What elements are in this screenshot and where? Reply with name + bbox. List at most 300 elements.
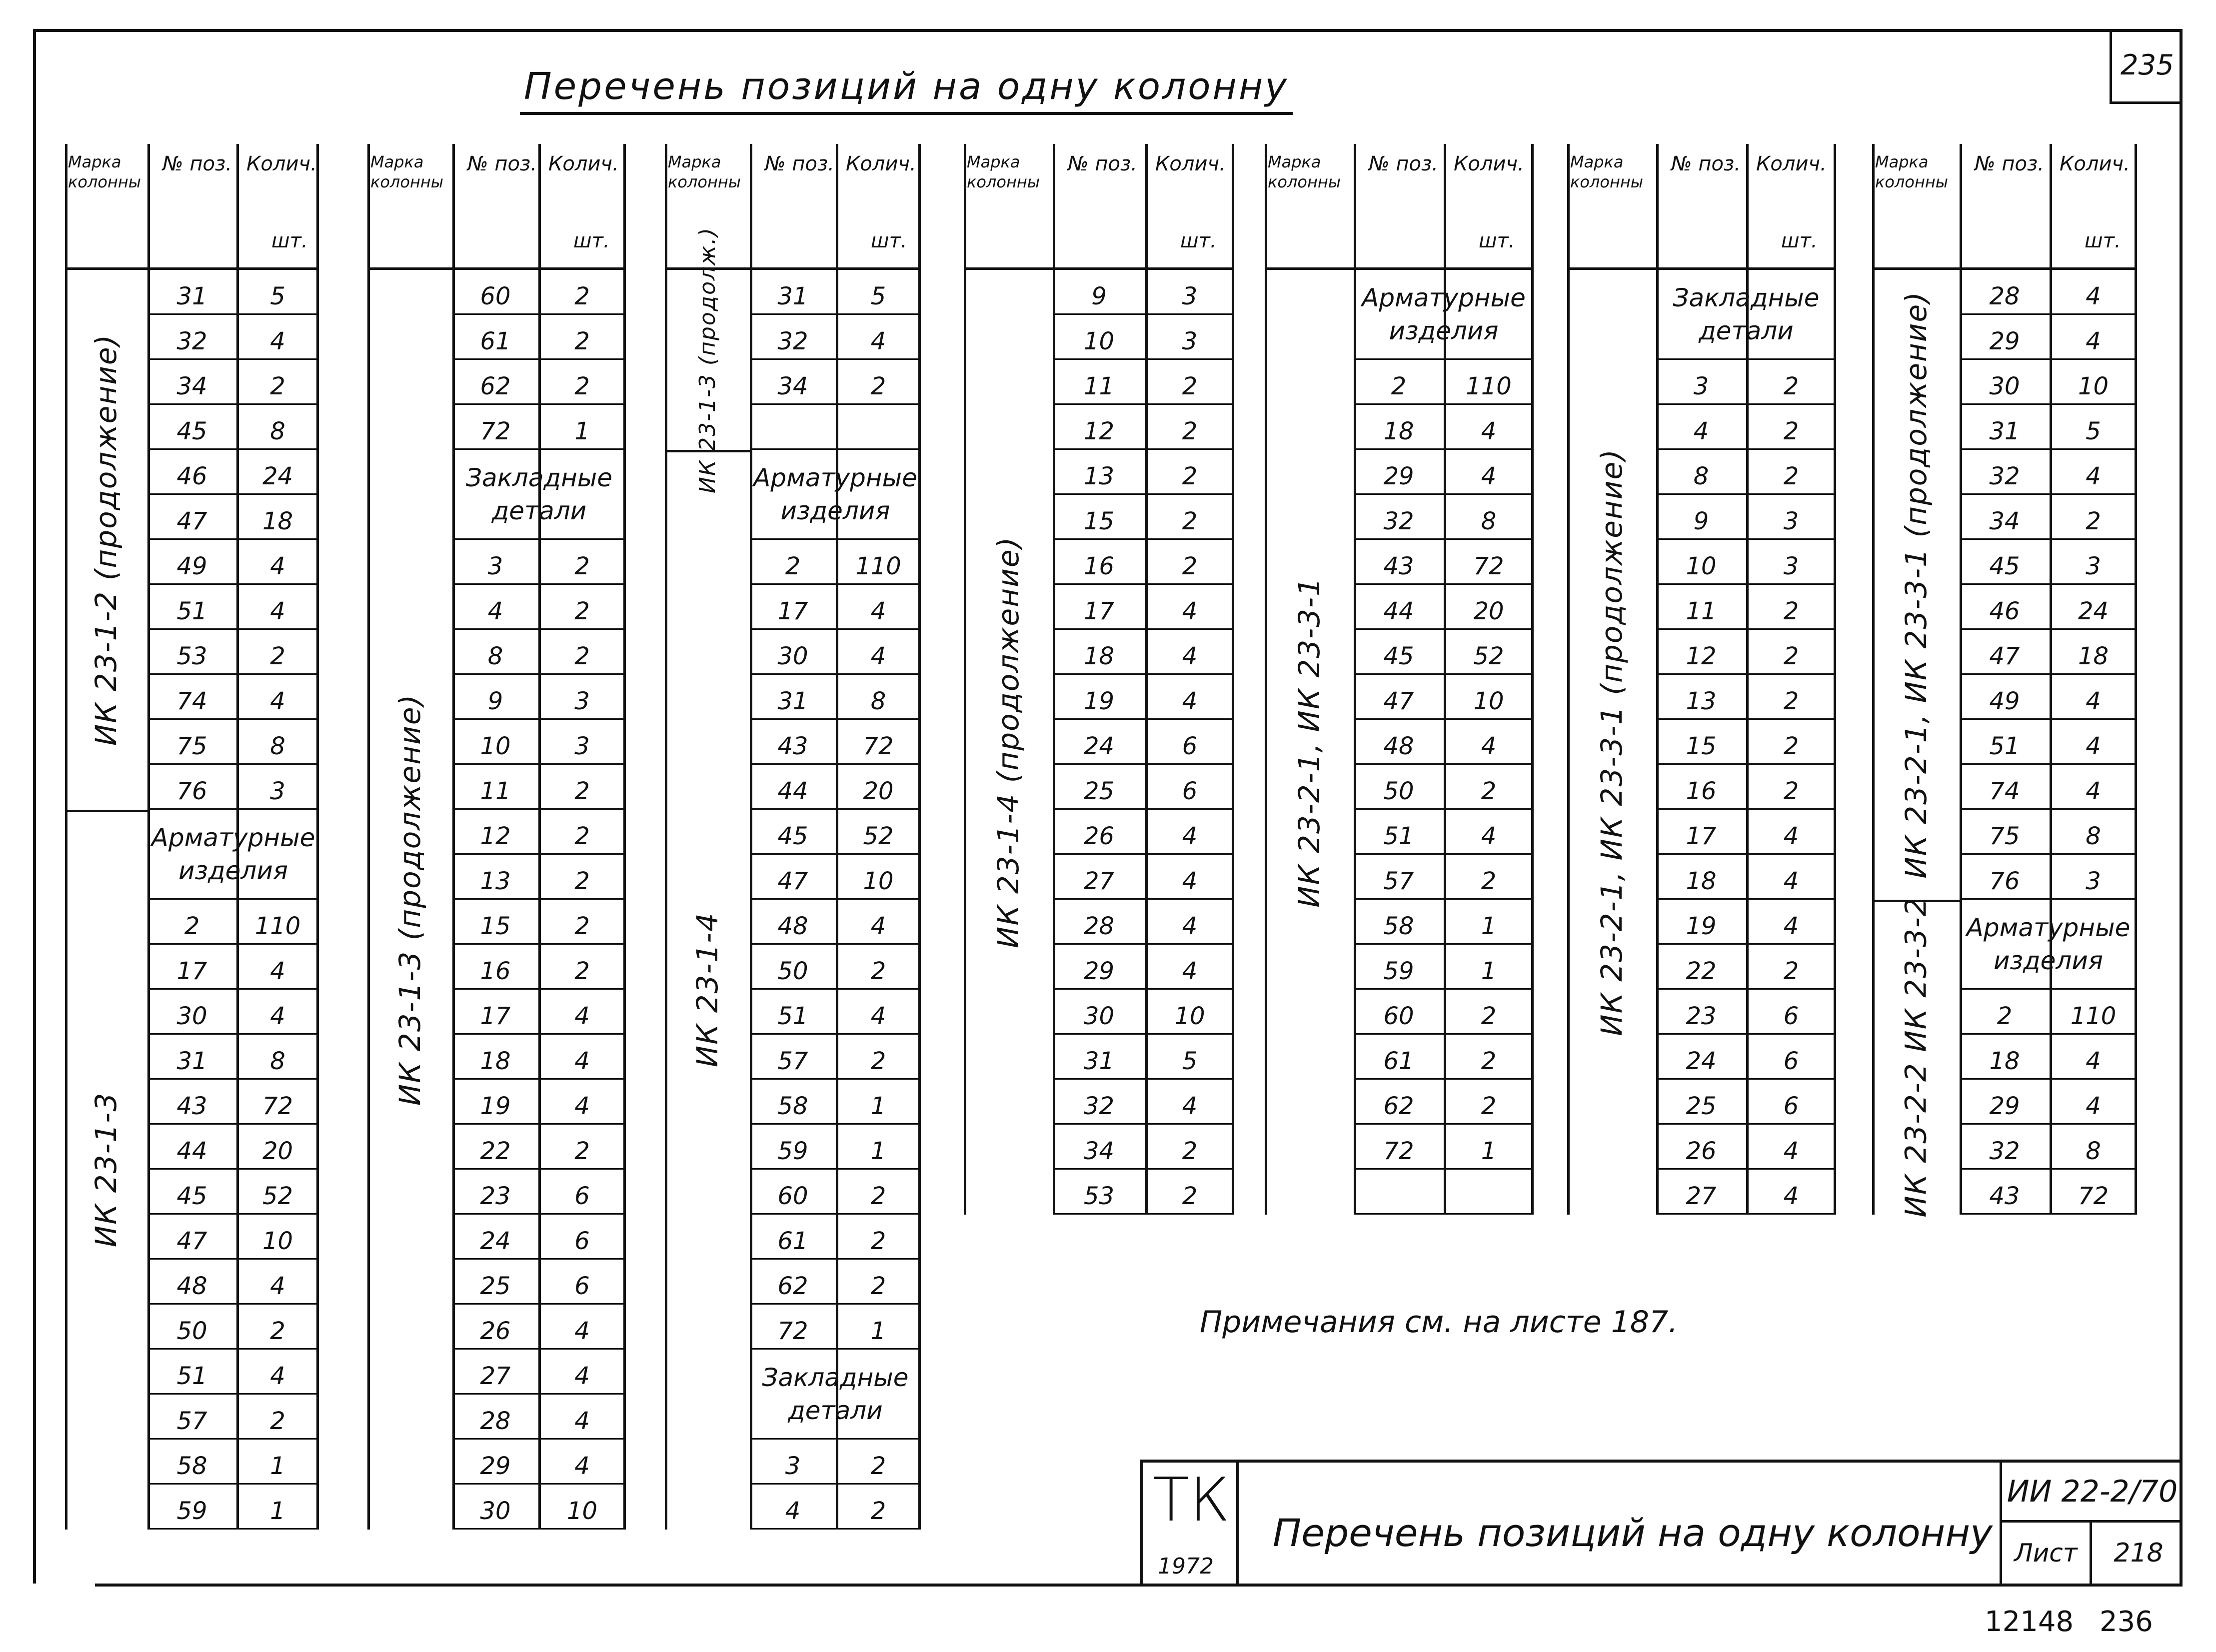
position-number: 51 <box>1354 810 1444 855</box>
table-row <box>750 1215 921 1260</box>
quantity: 18 <box>2050 630 2137 675</box>
header-mark: Марка колонны <box>68 152 141 191</box>
table-row <box>1053 810 1234 855</box>
quantity: 3 <box>1746 495 1836 540</box>
header-mark: Марка колонны <box>668 152 741 191</box>
quantity: 6 <box>1145 765 1234 810</box>
quantity: 2 <box>1746 945 1836 990</box>
table-row <box>1656 720 1836 765</box>
quantity: 6 <box>1746 1035 1836 1080</box>
position-number: 51 <box>147 1350 236 1395</box>
quantity: 2 <box>538 765 626 810</box>
quantity: 2 <box>1746 405 1836 450</box>
quantity: 4 <box>1746 810 1836 855</box>
mark-separator <box>1872 900 1960 902</box>
table-row <box>1960 405 2137 450</box>
table-header <box>367 144 626 270</box>
position-number: 32 <box>1960 450 2050 495</box>
table-row <box>147 450 319 495</box>
column-table <box>1567 144 1836 1215</box>
quantity: 2 <box>1145 450 1234 495</box>
table-row <box>452 810 626 855</box>
quantity: 4 <box>2050 1080 2137 1125</box>
table-row <box>1354 585 1534 630</box>
header-qty: Колич. <box>2060 152 2130 175</box>
position-number: 34 <box>1960 495 2050 540</box>
table-row <box>147 1395 319 1440</box>
quantity: 2 <box>538 855 626 900</box>
table-row <box>452 540 626 585</box>
position-number: 59 <box>1354 945 1444 990</box>
table-row <box>452 1125 626 1170</box>
quantity: 8 <box>236 1035 319 1080</box>
quantity: 4 <box>236 1350 319 1395</box>
quantity: 4 <box>1145 630 1234 675</box>
position-number: 50 <box>147 1305 236 1350</box>
position-number: 47 <box>1354 675 1444 720</box>
quantity: 5 <box>836 270 921 315</box>
quantity: 4 <box>1746 855 1836 900</box>
quantity: 3 <box>1145 270 1234 315</box>
header-unit: шт. <box>271 229 308 252</box>
position-number: 12 <box>1656 630 1746 675</box>
quantity: 4 <box>1444 405 1534 450</box>
quantity: 2 <box>1145 495 1234 540</box>
position-number: 47 <box>147 495 236 540</box>
header-pos: № поз. <box>1671 152 1741 175</box>
header-pos: № поз. <box>1369 152 1438 175</box>
mark-separator <box>665 450 750 452</box>
position-number: 8 <box>1656 450 1746 495</box>
quantity: 5 <box>236 270 319 315</box>
table-row <box>1656 405 1836 450</box>
position-number: 43 <box>147 1080 236 1125</box>
quantity: 6 <box>538 1260 626 1305</box>
position-number: 48 <box>1354 720 1444 765</box>
position-number: 32 <box>750 315 836 360</box>
table-header <box>65 144 319 270</box>
position-number: 61 <box>452 315 538 360</box>
table-row <box>1354 495 1534 540</box>
position-number: 3 <box>452 540 538 585</box>
quantity: 4 <box>538 1440 626 1485</box>
header-mark: Марка колонны <box>370 152 444 191</box>
quantity: 6 <box>538 1170 626 1215</box>
table-row <box>1053 315 1234 360</box>
table-row <box>1053 675 1234 720</box>
position-number: 12 <box>452 810 538 855</box>
table-row <box>1354 1080 1534 1125</box>
quantity: 2 <box>538 540 626 585</box>
quantity: 2 <box>236 1305 319 1350</box>
table-row <box>1354 1035 1534 1080</box>
quantity: 2 <box>236 1395 319 1440</box>
header-pos: № поз. <box>1975 152 2044 175</box>
position-number: 2 <box>1354 360 1444 405</box>
table-row <box>1354 720 1534 765</box>
table-row <box>1656 360 1836 405</box>
position-number: 13 <box>1656 675 1746 720</box>
position-number: 28 <box>1053 900 1145 945</box>
table-row <box>452 765 626 810</box>
position-number: 59 <box>750 1125 836 1170</box>
quantity: 4 <box>1444 450 1534 495</box>
quantity: 4 <box>2050 315 2137 360</box>
table-header <box>964 144 1234 270</box>
column-mark <box>367 270 452 1530</box>
quantity: 4 <box>236 675 319 720</box>
table-row <box>147 1170 319 1215</box>
quantity: 4 <box>236 990 319 1035</box>
position-number: 60 <box>1354 990 1444 1035</box>
quantity: 4 <box>2050 1035 2137 1080</box>
table-row <box>1053 945 1234 990</box>
position-number: 29 <box>1053 945 1145 990</box>
quantity: 4 <box>236 540 319 585</box>
quantity: 2 <box>1444 765 1534 810</box>
header-unit: шт. <box>871 229 907 252</box>
quantity: 4 <box>1746 900 1836 945</box>
table-row <box>750 630 921 675</box>
table-row <box>1960 1170 2137 1215</box>
quantity <box>836 405 921 450</box>
quantity: 110 <box>236 900 319 945</box>
header-pos: № поз. <box>162 152 232 175</box>
position-number: 17 <box>750 585 836 630</box>
position-number: 4 <box>1656 405 1746 450</box>
table-row <box>750 405 921 450</box>
position-number: 43 <box>1354 540 1444 585</box>
position-number: 27 <box>452 1350 538 1395</box>
table-row <box>1354 630 1534 675</box>
position-number: 4 <box>750 1485 836 1530</box>
position-number: 28 <box>452 1395 538 1440</box>
table-row <box>1960 810 2137 855</box>
position-number: 15 <box>1656 720 1746 765</box>
table-row <box>750 1125 921 1170</box>
quantity: 20 <box>236 1125 319 1170</box>
table-row <box>1053 855 1234 900</box>
quantity: 20 <box>836 765 921 810</box>
table-row <box>1656 450 1836 495</box>
quantity: 2 <box>836 1170 921 1215</box>
table-row <box>750 1260 921 1305</box>
table-row <box>750 1305 921 1350</box>
position-number: 13 <box>452 855 538 900</box>
position-number: 30 <box>750 630 836 675</box>
table-row <box>1656 675 1836 720</box>
quantity: 1 <box>836 1080 921 1125</box>
table-row <box>452 1305 626 1350</box>
position-number: 18 <box>1656 855 1746 900</box>
quantity: 2 <box>538 900 626 945</box>
table-row <box>750 270 921 315</box>
table-row <box>452 585 626 630</box>
position-number: 60 <box>452 270 538 315</box>
position-number: 51 <box>1960 720 2050 765</box>
header-unit: шт. <box>1479 229 1515 252</box>
position-number: 34 <box>1053 1125 1145 1170</box>
quantity: 2 <box>1145 405 1234 450</box>
table-row <box>1960 1080 2137 1125</box>
quantity: 2 <box>236 630 319 675</box>
quantity: 4 <box>538 1080 626 1125</box>
quantity: 2 <box>836 360 921 405</box>
quantity: 4 <box>1145 675 1234 720</box>
position-number: 47 <box>147 1215 236 1260</box>
quantity: 72 <box>836 720 921 765</box>
table-row <box>452 855 626 900</box>
table-row <box>147 1215 319 1260</box>
position-number: 46 <box>147 450 236 495</box>
table-row <box>1960 675 2137 720</box>
table-row <box>1960 630 2137 675</box>
column-mark <box>665 450 750 1530</box>
quantity: 4 <box>538 1350 626 1395</box>
column-table <box>1265 144 1534 1215</box>
position-number: 15 <box>452 900 538 945</box>
position-number: 62 <box>1354 1080 1444 1125</box>
quantity: 1 <box>236 1440 319 1485</box>
table-row <box>1053 720 1234 765</box>
column-mark-label: ИК 23-1-4 <box>690 912 724 1068</box>
table-row <box>1053 270 1234 315</box>
table-row <box>1354 540 1534 585</box>
table-row <box>750 1170 921 1215</box>
position-number: 8 <box>452 630 538 675</box>
position-number: 29 <box>1354 450 1444 495</box>
position-number <box>750 405 836 450</box>
position-number: 75 <box>147 720 236 765</box>
table-row <box>750 855 921 900</box>
position-number: 34 <box>750 360 836 405</box>
quantity: 2 <box>836 1485 921 1530</box>
column-mark <box>1872 270 1960 900</box>
table-row <box>1053 990 1234 1035</box>
position-number: 43 <box>1960 1170 2050 1215</box>
position-number: 28 <box>1960 270 2050 315</box>
quantity: 2 <box>1746 585 1836 630</box>
quantity: 3 <box>1145 315 1234 360</box>
quantity: 2 <box>1746 720 1836 765</box>
quantity: 4 <box>836 630 921 675</box>
quantity: 10 <box>236 1215 319 1260</box>
table-row <box>1960 270 2137 315</box>
quantity: 4 <box>1145 585 1234 630</box>
position-number: 25 <box>1656 1080 1746 1125</box>
quantity: 4 <box>836 315 921 360</box>
quantity: 24 <box>236 450 319 495</box>
table-row <box>147 405 319 450</box>
quantity: 52 <box>236 1170 319 1215</box>
header-qty: Колич. <box>1155 152 1226 175</box>
table-row <box>1354 945 1534 990</box>
quantity: 2 <box>836 1260 921 1305</box>
position-number: 58 <box>1354 900 1444 945</box>
table-row <box>452 405 626 450</box>
title-block-org <box>1143 1463 1239 1584</box>
position-number: 43 <box>750 720 836 765</box>
position-number: 45 <box>1960 540 2050 585</box>
section-heading: Арматурные изделия <box>1354 270 1534 360</box>
quantity: 4 <box>1444 720 1534 765</box>
header-unit: шт. <box>2085 229 2121 252</box>
document-code: ИИ 22-2/70 <box>2002 1463 2183 1523</box>
quantity: 4 <box>538 1035 626 1080</box>
table-row <box>750 765 921 810</box>
position-number: 34 <box>147 360 236 405</box>
table-row <box>452 1170 626 1215</box>
org-logo: ТК <box>1153 1466 1230 1535</box>
table-row <box>452 270 626 315</box>
table-row <box>1053 495 1234 540</box>
quantity: 10 <box>1444 675 1534 720</box>
quantity: 4 <box>836 585 921 630</box>
column-mark-label: ИК 23-1-4 (продолжение) <box>991 536 1025 949</box>
column-mark-label: ИК 23-1-2 (продолжение) <box>89 333 123 746</box>
title-block <box>1140 1460 2183 1584</box>
column-mark <box>665 226 750 493</box>
table-row <box>1960 315 2137 360</box>
table-row <box>147 1350 319 1395</box>
position-number: 12 <box>1053 405 1145 450</box>
quantity: 10 <box>836 855 921 900</box>
position-number: 9 <box>1656 495 1746 540</box>
table-row <box>147 1305 319 1350</box>
table-row <box>1656 765 1836 810</box>
quantity: 6 <box>538 1215 626 1260</box>
quantity: 4 <box>2050 450 2137 495</box>
archive-number: 12148 <box>1985 1606 2074 1638</box>
header-qty: Колич. <box>1454 152 1524 175</box>
quantity: 1 <box>836 1305 921 1350</box>
header-mark: Марка колонны <box>1570 152 1644 191</box>
position-number: 31 <box>147 1035 236 1080</box>
position-number: 44 <box>1354 585 1444 630</box>
position-number: 60 <box>750 1170 836 1215</box>
title-block-title: Перечень позиций на одну колонну <box>1273 1511 1993 1555</box>
section-heading: Закладные детали <box>750 1350 921 1440</box>
quantity: 3 <box>538 720 626 765</box>
position-number: 23 <box>452 1170 538 1215</box>
column-table <box>665 144 921 1530</box>
position-number: 10 <box>1656 540 1746 585</box>
table-row <box>1053 765 1234 810</box>
table-row <box>1053 1080 1234 1125</box>
position-number: 4 <box>452 585 538 630</box>
table-row <box>1656 1170 1836 1215</box>
table-row <box>1354 1170 1534 1215</box>
quantity: 2 <box>1145 1125 1234 1170</box>
position-number: 32 <box>1053 1080 1145 1125</box>
header-mark: Марка колонны <box>1875 152 1949 191</box>
position-number: 2 <box>750 540 836 585</box>
table-row <box>1354 1125 1534 1170</box>
position-number: 17 <box>452 990 538 1035</box>
position-number: 57 <box>147 1395 236 1440</box>
table-row <box>147 1485 319 1530</box>
table-row <box>750 810 921 855</box>
table-row <box>1354 405 1534 450</box>
quantity: 72 <box>1444 540 1534 585</box>
position-number: 26 <box>1053 810 1145 855</box>
position-number: 62 <box>452 360 538 405</box>
table-row <box>452 675 626 720</box>
table-header <box>1567 144 1836 270</box>
table-row <box>1053 630 1234 675</box>
section-heading: Закладные детали <box>452 450 626 540</box>
position-number: 24 <box>1053 720 1145 765</box>
table-row <box>452 720 626 765</box>
table-row <box>1960 720 2137 765</box>
quantity: 18 <box>236 495 319 540</box>
position-number: 48 <box>147 1260 236 1305</box>
table-row <box>147 675 319 720</box>
quantity: 2 <box>1444 1080 1534 1125</box>
header-qty: Колич. <box>246 152 317 175</box>
table-row <box>452 1080 626 1125</box>
quantity: 4 <box>1145 945 1234 990</box>
position-number: 26 <box>1656 1125 1746 1170</box>
position-number: 76 <box>147 765 236 810</box>
position-number: 47 <box>1960 630 2050 675</box>
position-number: 32 <box>1354 495 1444 540</box>
table-row <box>750 1035 921 1080</box>
position-number: 53 <box>147 630 236 675</box>
quantity: 5 <box>1145 1035 1234 1080</box>
quantity: 1 <box>1444 1125 1534 1170</box>
table-row <box>1053 900 1234 945</box>
quantity: 10 <box>538 1485 626 1530</box>
org-year: 1972 <box>1158 1554 1214 1579</box>
table-row <box>750 360 921 405</box>
table-row <box>147 540 319 585</box>
quantity: 8 <box>1444 495 1534 540</box>
quantity: 2 <box>1746 450 1836 495</box>
table-row <box>147 1035 319 1080</box>
quantity: 4 <box>2050 675 2137 720</box>
table-row <box>452 630 626 675</box>
position-number: 29 <box>1960 1080 2050 1125</box>
table-row <box>147 990 319 1035</box>
position-number: 46 <box>1960 585 2050 630</box>
quantity: 3 <box>1746 540 1836 585</box>
quantity: 2 <box>836 1035 921 1080</box>
column-mark <box>1265 270 1354 1215</box>
position-number: 72 <box>1354 1125 1444 1170</box>
position-number: 50 <box>1354 765 1444 810</box>
position-number: 9 <box>452 675 538 720</box>
table-row <box>1354 450 1534 495</box>
quantity: 2 <box>538 315 626 360</box>
quantity: 4 <box>538 1305 626 1350</box>
header-qty: Колич. <box>846 152 916 175</box>
page-number: 236 <box>2100 1606 2153 1638</box>
table-row <box>750 945 921 990</box>
table-row <box>1354 360 1534 405</box>
table-row <box>750 315 921 360</box>
table-row <box>1656 945 1836 990</box>
position-number: 49 <box>147 540 236 585</box>
position-number: 51 <box>147 585 236 630</box>
sheet-corner-number: 235 <box>2110 29 2183 104</box>
quantity: 72 <box>2050 1170 2137 1215</box>
quantity: 4 <box>236 1260 319 1305</box>
column-mark <box>65 270 147 810</box>
position-number: 3 <box>1656 360 1746 405</box>
column-mark <box>964 270 1053 1215</box>
position-number: 61 <box>750 1215 836 1260</box>
